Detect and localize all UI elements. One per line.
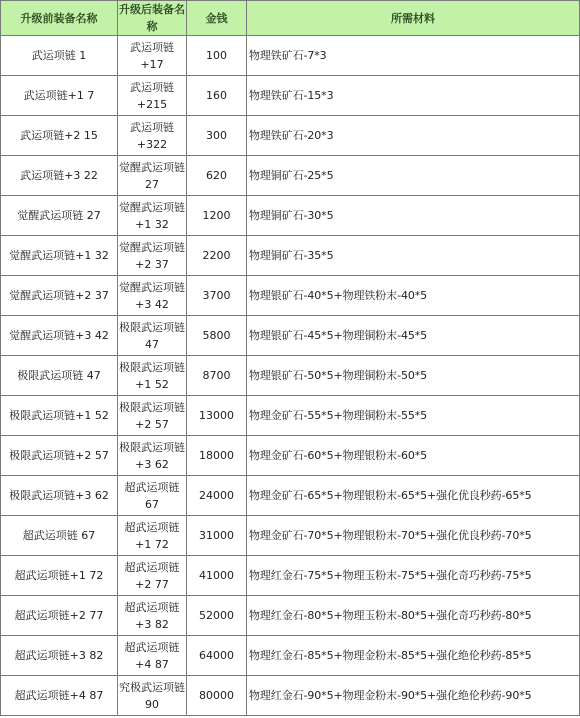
cell-after-name: 武运项链+17 bbox=[118, 36, 187, 76]
cell-materials: 物理铁矿石-20*3 bbox=[247, 116, 580, 156]
cell-after-name: 超武运项链+3 82 bbox=[118, 596, 187, 636]
cell-materials: 物理红金石-80*5+物理玉粉末-80*5+强化奇巧秒药-80*5 bbox=[247, 596, 580, 636]
cell-after-name: 武运项链+322 bbox=[118, 116, 187, 156]
table-header bbox=[1, 1, 580, 36]
table-row bbox=[1, 156, 580, 196]
cell-after-name: 超武运项链+1 72 bbox=[118, 516, 187, 556]
cell-after-name: 觉醒武运项链 27 bbox=[118, 156, 187, 196]
cell-after-name: 武运项链+215 bbox=[118, 76, 187, 116]
cell-materials: 物理铜矿石-35*5 bbox=[247, 236, 580, 276]
table-row bbox=[1, 276, 580, 316]
table-row bbox=[1, 556, 580, 596]
cell-money: 8700 bbox=[187, 356, 247, 396]
cell-before-name: 武运项链+3 22 bbox=[1, 156, 118, 196]
cell-before-name: 超武运项链 67 bbox=[1, 516, 118, 556]
cell-materials: 物理金矿石-65*5+物理银粉末-65*5+强化优良秒药-65*5 bbox=[247, 476, 580, 516]
table-row bbox=[1, 516, 580, 556]
header-after-name: 升级后装备名称 bbox=[118, 1, 187, 36]
table-row bbox=[1, 76, 580, 116]
table-row bbox=[1, 36, 580, 76]
cell-before-name: 武运项链+1 7 bbox=[1, 76, 118, 116]
cell-before-name: 觉醒武运项链 27 bbox=[1, 196, 118, 236]
table-row bbox=[1, 356, 580, 396]
header-materials: 所需材料 bbox=[247, 1, 580, 36]
cell-materials: 物理红金石-85*5+物理金粉末-85*5+强化绝伦秒药-85*5 bbox=[247, 636, 580, 676]
table-row bbox=[1, 676, 580, 716]
cell-materials: 物理铜矿石-25*5 bbox=[247, 156, 580, 196]
cell-money: 13000 bbox=[187, 396, 247, 436]
cell-before-name: 极限武运项链+2 57 bbox=[1, 436, 118, 476]
cell-before-name: 觉醒武运项链+1 32 bbox=[1, 236, 118, 276]
cell-before-name: 极限武运项链 47 bbox=[1, 356, 118, 396]
cell-after-name: 究极武运项链 90 bbox=[118, 676, 187, 716]
cell-materials: 物理铁矿石-15*3 bbox=[247, 76, 580, 116]
cell-before-name: 武运项链 1 bbox=[1, 36, 118, 76]
cell-after-name: 极限武运项链+1 52 bbox=[118, 356, 187, 396]
cell-after-name: 超武运项链67 bbox=[118, 476, 187, 516]
cell-materials: 物理银矿石-40*5+物理铁粉末-40*5 bbox=[247, 276, 580, 316]
cell-after-name: 觉醒武运项链+2 37 bbox=[118, 236, 187, 276]
cell-before-name: 超武运项链+4 87 bbox=[1, 676, 118, 716]
cell-money: 5800 bbox=[187, 316, 247, 356]
header-row bbox=[1, 1, 580, 36]
table-row bbox=[1, 196, 580, 236]
cell-before-name: 极限武运项链+1 52 bbox=[1, 396, 118, 436]
cell-before-name: 武运项链+2 15 bbox=[1, 116, 118, 156]
cell-before-name: 超武运项链+1 72 bbox=[1, 556, 118, 596]
cell-after-name: 觉醒武运项链+1 32 bbox=[118, 196, 187, 236]
table-row bbox=[1, 636, 580, 676]
cell-after-name: 超武运项链+4 87 bbox=[118, 636, 187, 676]
header-money: 金钱 bbox=[187, 1, 247, 36]
cell-materials: 物理银矿石-45*5+物理铜粉末-45*5 bbox=[247, 316, 580, 356]
cell-after-name: 极限武运项链+2 57 bbox=[118, 396, 187, 436]
cell-after-name: 极限武运项链 47 bbox=[118, 316, 187, 356]
cell-before-name: 觉醒武运项链+3 42 bbox=[1, 316, 118, 356]
cell-after-name: 觉醒武运项链+3 42 bbox=[118, 276, 187, 316]
cell-materials: 物理铜矿石-30*5 bbox=[247, 196, 580, 236]
table-row bbox=[1, 236, 580, 276]
cell-money: 300 bbox=[187, 116, 247, 156]
cell-money: 100 bbox=[187, 36, 247, 76]
cell-materials: 物理金矿石-60*5+物理银粉末-60*5 bbox=[247, 436, 580, 476]
cell-after-name: 极限武运项链+3 62 bbox=[118, 436, 187, 476]
cell-materials: 物理金矿石-70*5+物理银粉末-70*5+强化优良秒药-70*5 bbox=[247, 516, 580, 556]
cell-after-name: 超武运项链+2 77 bbox=[118, 556, 187, 596]
table-row bbox=[1, 596, 580, 636]
cell-before-name: 超武运项链+2 77 bbox=[1, 596, 118, 636]
cell-money: 160 bbox=[187, 76, 247, 116]
cell-money: 41000 bbox=[187, 556, 247, 596]
cell-money: 64000 bbox=[187, 636, 247, 676]
cell-materials: 物理铁矿石-7*3 bbox=[247, 36, 580, 76]
cell-money: 24000 bbox=[187, 476, 247, 516]
cell-money: 1200 bbox=[187, 196, 247, 236]
cell-money: 52000 bbox=[187, 596, 247, 636]
cell-materials: 物理红金石-90*5+物理金粉末-90*5+强化绝伦秒药-90*5 bbox=[247, 676, 580, 716]
table-row bbox=[1, 116, 580, 156]
cell-materials: 物理银矿石-50*5+物理铜粉末-50*5 bbox=[247, 356, 580, 396]
cell-materials: 物理金矿石-55*5+物理铜粉末-55*5 bbox=[247, 396, 580, 436]
cell-before-name: 超武运项链+3 82 bbox=[1, 636, 118, 676]
table-row bbox=[1, 436, 580, 476]
header-before-name: 升级前装备名称 bbox=[1, 1, 118, 36]
cell-money: 3700 bbox=[187, 276, 247, 316]
cell-money: 80000 bbox=[187, 676, 247, 716]
table-row bbox=[1, 316, 580, 356]
cell-money: 31000 bbox=[187, 516, 247, 556]
table-body bbox=[1, 36, 580, 716]
cell-before-name: 极限武运项链+3 62 bbox=[1, 476, 118, 516]
table-row bbox=[1, 396, 580, 436]
cell-money: 18000 bbox=[187, 436, 247, 476]
cell-before-name: 觉醒武运项链+2 37 bbox=[1, 276, 118, 316]
cell-money: 620 bbox=[187, 156, 247, 196]
table-row bbox=[1, 476, 580, 516]
cell-money: 2200 bbox=[187, 236, 247, 276]
cell-materials: 物理红金石-75*5+物理玉粉末-75*5+强化奇巧秒药-75*5 bbox=[247, 556, 580, 596]
